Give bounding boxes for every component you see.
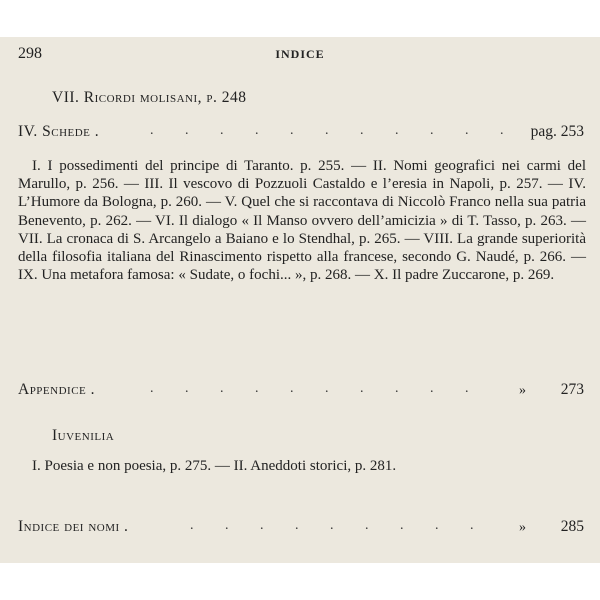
ditto-mark: » [519, 520, 526, 535]
dot-leaders: . . . . . . . . . . [150, 381, 483, 396]
toc-entry-schede: IV. Schede . [18, 123, 100, 140]
dot-leaders: . . . . . . . . . [190, 518, 488, 533]
page-number: 298 [18, 45, 42, 62]
running-head: INDICE [275, 47, 325, 61]
toc-entry-iuvenilia: Iuvenilia [52, 427, 115, 444]
book-page [0, 37, 600, 563]
toc-entry-indice-nomi: Indice dei nomi . [18, 518, 129, 535]
toc-page-indice-nomi: 285 [560, 518, 584, 535]
iuvenilia-contents: I. Poesia e non poesia, p. 275. — II. Aneddoti storici, p. 281. [32, 458, 397, 474]
toc-entry-appendice: Appendice . [18, 381, 96, 398]
toc-page-appendice: 273 [560, 381, 584, 398]
ditto-mark: » [519, 383, 526, 398]
toc-page-schede: pag. 253 [530, 123, 584, 140]
dot-leaders: . . . . . . . . . . . [150, 123, 518, 138]
schede-contents: I. I possedimenti del principe di Taranto. p. 255. — II. Nomi geografici nei carmi del Marullo, p. 256. — III. Il vescovo di Pozzuoli Castaldo e l’eresia in Napoli, p. 257. — IV. L’Humore da Bologna, p. 260. — V. Quel che si raccontava di Niccolò Franco nella sua patria Benevento, p. 262. — VI. Il dialogo « Il Manso ovvero dell’amicizia » di T. Tasso, p. 263. — VII. La cronaca di S. Arcangelo a Baiano e lo Stendhal, p. 265. — VIII. La grande superiorità della filosofia italiana del Rinascimento rispetto alla francese, secondo G. Naudé, p. 266. — IX. Una metafora famosa: « Sudate, o fochi... », p. 268. — X. Il padre Zuccarone, p. 269. [18, 158, 586, 284]
toc-entry-ricordi: VII. Ricordi molisani, p. 248 [52, 89, 247, 106]
